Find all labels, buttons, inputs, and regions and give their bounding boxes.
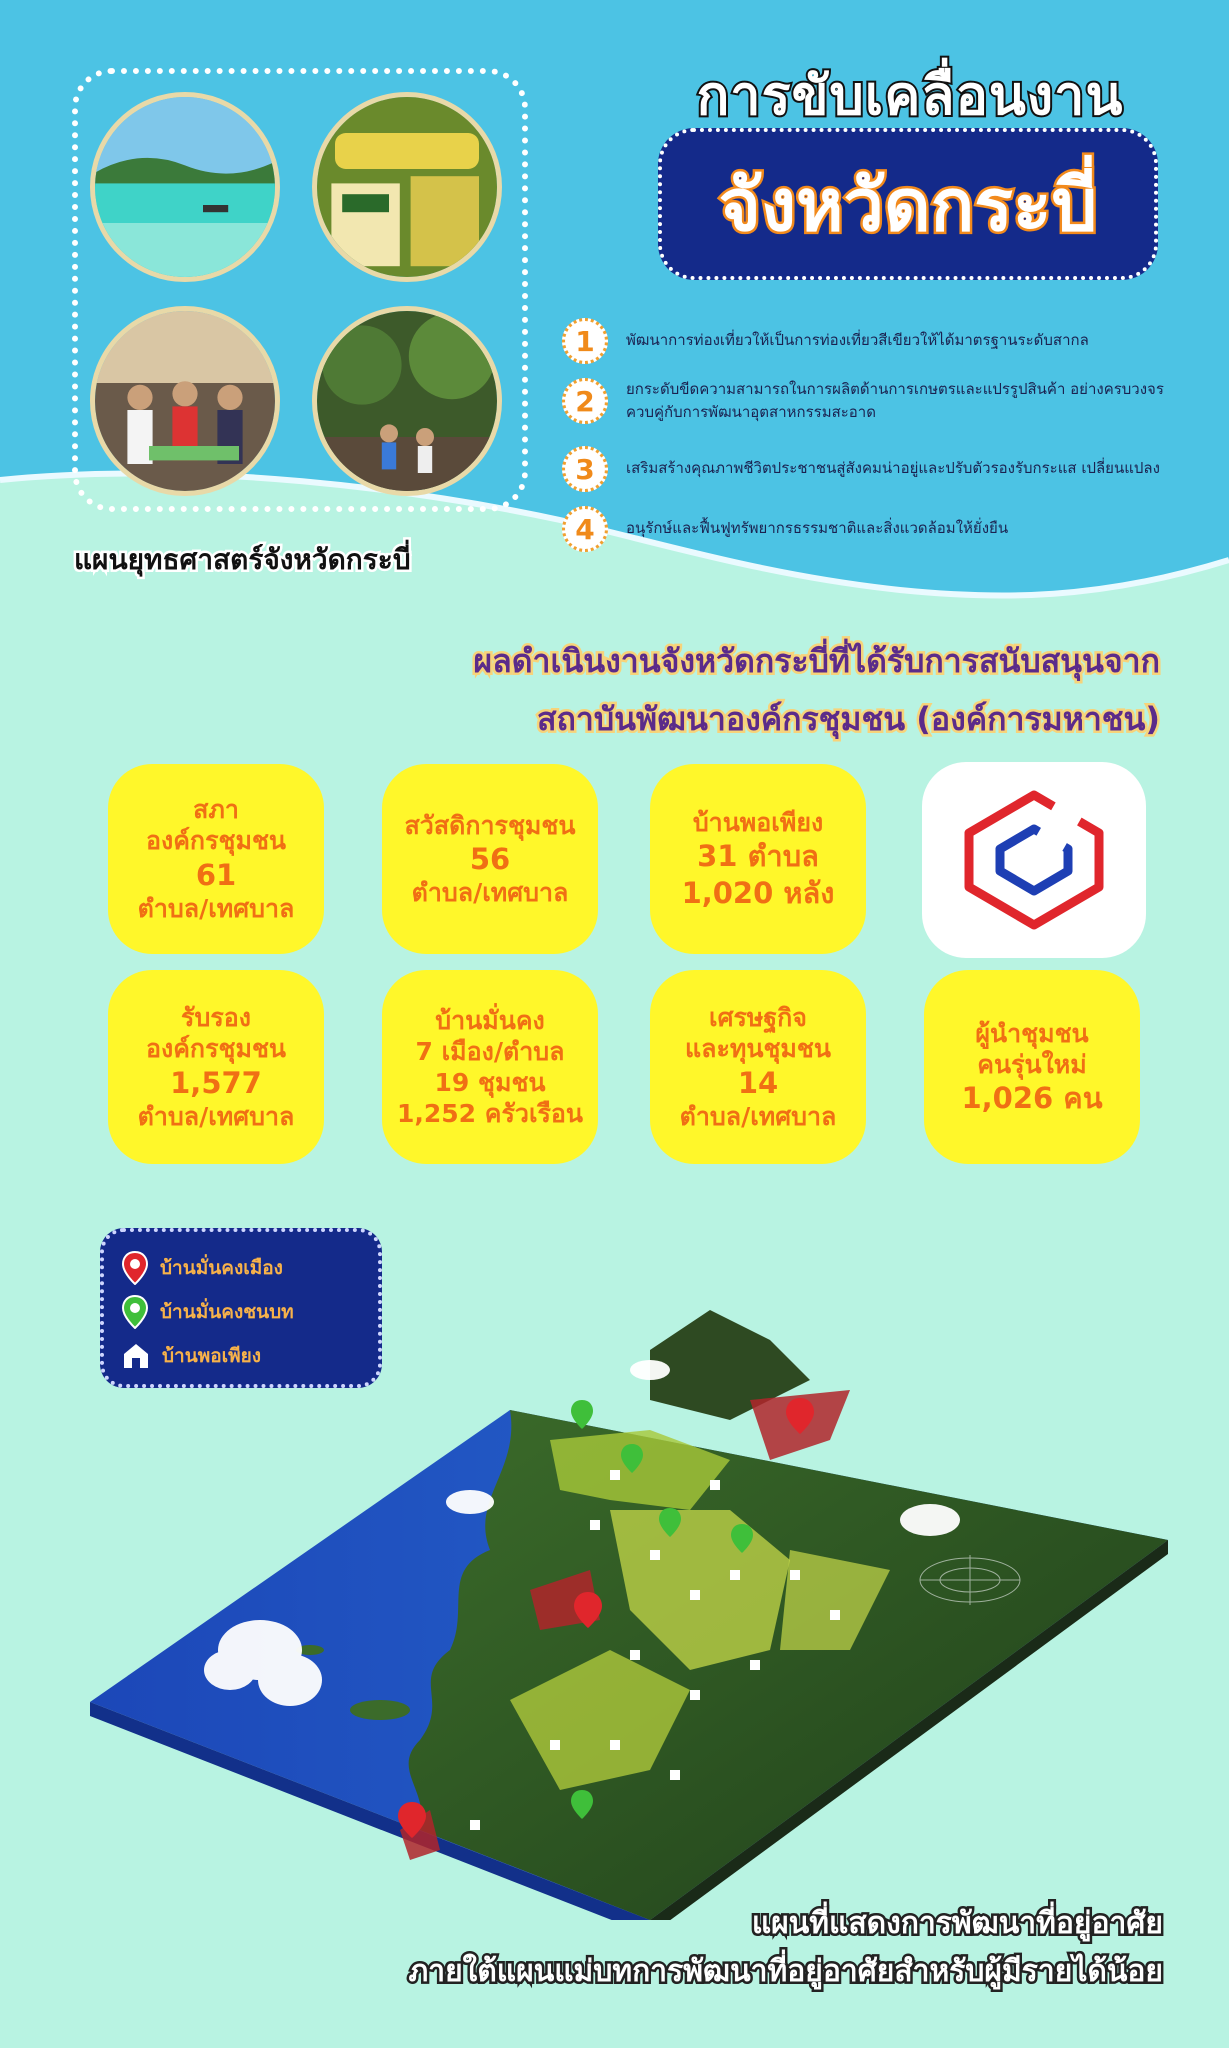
- card-line: ตำบล/เทศบาล: [411, 878, 569, 908]
- card-line: รับรอง: [181, 1003, 251, 1032]
- card-line: สวัสดิการชุมชน: [404, 810, 576, 840]
- forest-activity-photo: [312, 306, 502, 496]
- legend-label: บ้านพอเพียง: [162, 1345, 262, 1367]
- strategy-item: [562, 378, 1202, 425]
- strategy-item: [562, 506, 1202, 552]
- strategy-item: [562, 446, 1202, 492]
- strategy-number: 1: [562, 318, 608, 364]
- strategy-text: อนุรักษ์และฟื้นฟูทรัพยากรธรรมชาติและสิ่งแวดล้อมให้ยั่งยืน: [626, 519, 1009, 538]
- card-line: 1,252 ครัวเรือน: [396, 1099, 584, 1129]
- card-line: ตำบล/เทศบาล: [137, 893, 295, 923]
- card-line: องค์กรชุมชน: [145, 826, 286, 856]
- card-line: องค์กรชุมชน: [145, 1034, 286, 1064]
- strategy-text: ยกระดับขีดความสามารถในการผลิตด้านการเกษตรและแปรรูปสินค้า อย่างครบวงจร ควบคู่กับการพัฒนาอุตสาหกรรมสะอาด: [626, 380, 1164, 422]
- card-line: ตำบล/เทศบาล: [679, 1101, 837, 1131]
- card-line: เศรษฐกิจ: [709, 1003, 807, 1032]
- strategy-item: [562, 318, 1202, 364]
- strategy-text: เสริมสร้างคุณภาพชีวิตประชาชนสู่สังคมน่าอยู่และปรับตัวรองรับกระแส เปลี่ยนแปลง: [626, 459, 1160, 478]
- province-title: จังหวัดกระบี่: [718, 162, 1098, 247]
- legend-item: [122, 1290, 360, 1334]
- codi-logo-icon: [954, 785, 1114, 935]
- card-line: 7 เมือง/ตำบล: [415, 1036, 565, 1066]
- map-caption-line2: ภายใต้แผนแม่บทการพัฒนาที่อยู่อาศัยสำหรับผู้มีรายได้น้อย: [408, 1954, 1163, 1989]
- strategy-number: 4: [562, 506, 608, 552]
- stat-card-welfare: [382, 764, 598, 954]
- card-line: ผู้นำชุมชน: [975, 1018, 1089, 1048]
- products-photo: [312, 92, 502, 282]
- card-value: 1,020 หลัง: [681, 875, 835, 910]
- card-line: 19 ชุมชน: [434, 1068, 546, 1097]
- strategy-number: 2: [562, 378, 608, 424]
- stat-card-council: [108, 764, 324, 954]
- map-caption-line1: แผนที่แสดงการพัฒนาที่อยู่อาศัย: [751, 1906, 1163, 1941]
- card-line: สภา: [193, 795, 239, 824]
- card-line: คนรุ่นใหม่: [977, 1049, 1087, 1079]
- legend-item: [122, 1246, 360, 1290]
- results-title-line1: ผลดำเนินงานจังหวัดกระบี่ที่ได้รับการสนับสนุนจาก: [473, 642, 1160, 680]
- community-meeting-photo: [90, 306, 280, 496]
- stat-card-baan-mankong: [382, 970, 598, 1164]
- strategy-number: 3: [562, 446, 608, 492]
- strategy-text: พัฒนาการท่องเที่ยวให้เป็นการท่องเที่ยวสีเขียวให้ได้มาตรฐานระดับสากล: [626, 331, 1089, 350]
- card-line: บ้านมั่นคง: [435, 1005, 545, 1035]
- red-pin-icon: [122, 1251, 148, 1285]
- legend-item: [122, 1334, 360, 1378]
- card-value: 14: [737, 1065, 779, 1100]
- green-pin-icon: [122, 1295, 148, 1329]
- card-value: 61: [195, 857, 237, 892]
- header-title: การขับเคลื่อนงาน: [696, 64, 1124, 127]
- card-line: ตำบล/เทศบาล: [137, 1101, 295, 1131]
- stat-card-economy: [650, 970, 866, 1164]
- stat-card-sufficiency-housing: [650, 764, 866, 954]
- card-value: 1,026 คน: [961, 1081, 1103, 1116]
- stat-card-certified-orgs: [108, 970, 324, 1164]
- stat-card-young-leaders: [924, 970, 1140, 1164]
- province-title-box: [658, 128, 1158, 280]
- card-value: 1,577: [170, 1065, 262, 1100]
- legend-label: บ้านมั่นคงชนบท: [160, 1301, 294, 1323]
- legend-label: บ้านมั่นคงเมือง: [160, 1257, 283, 1279]
- strategy-caption: แผนยุทธศาสตร์จังหวัดกระบี่: [74, 543, 411, 576]
- card-line: และทุนชุมชน: [685, 1034, 831, 1064]
- map-legend: [100, 1228, 382, 1388]
- card-line: บ้านพอเพียง: [692, 808, 824, 838]
- house-icon: [122, 1342, 150, 1370]
- results-title-line2: สถาบันพัฒนาองค์กรชุมชน (องค์การมหาชน): [536, 700, 1160, 738]
- codi-logo: [922, 762, 1146, 958]
- beach-photo: [90, 92, 280, 282]
- card-value: 31 ตำบล: [697, 839, 819, 874]
- card-value: 56: [469, 841, 511, 876]
